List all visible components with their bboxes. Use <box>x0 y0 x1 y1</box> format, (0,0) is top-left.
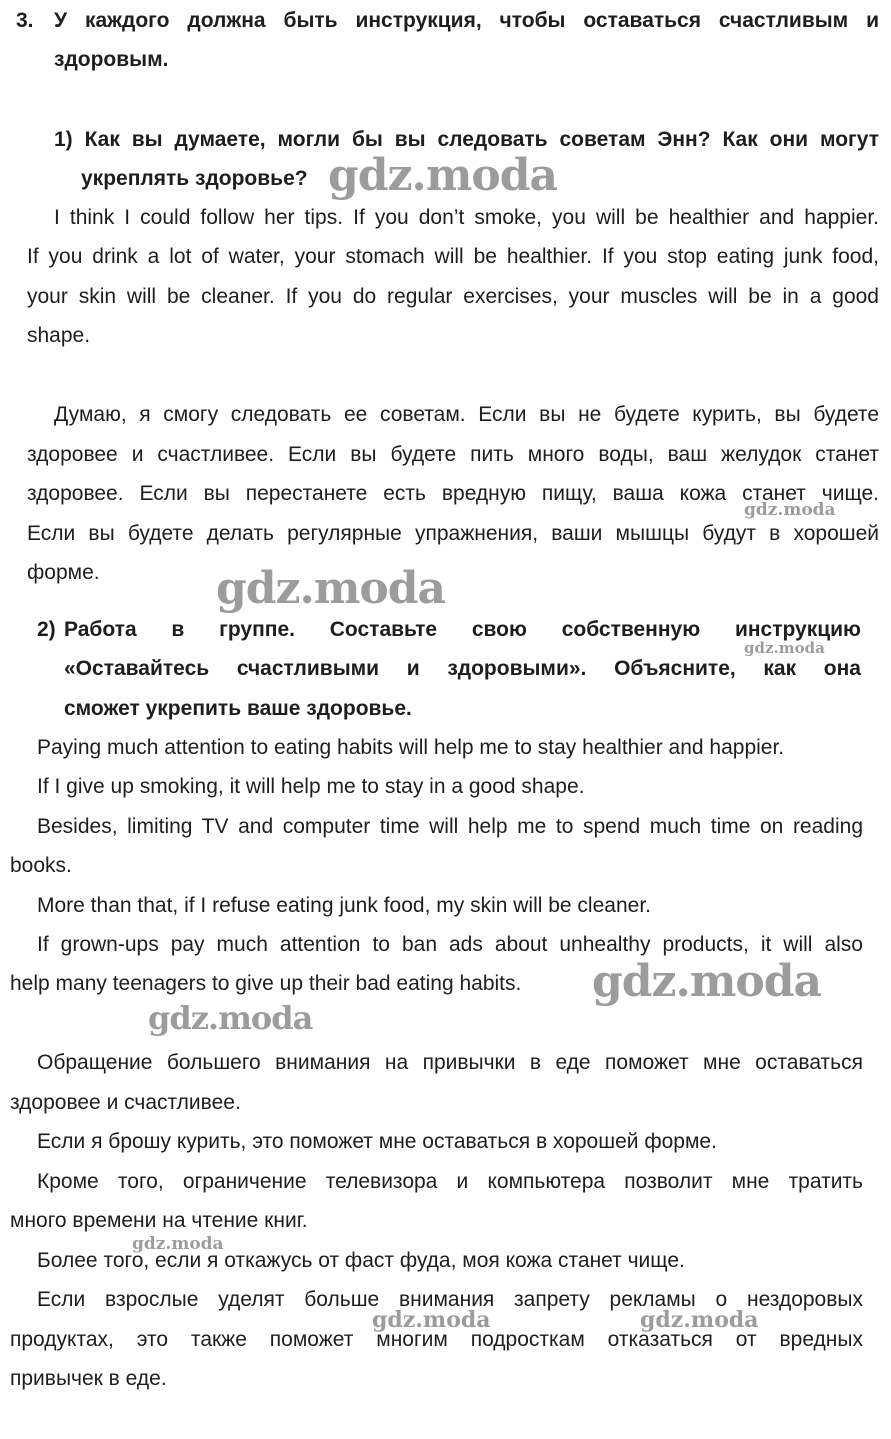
task1-russian-line-5: форме. <box>27 561 100 584</box>
task1-english-line-3: your skin will be cleaner. If you do regular exercises, your muscles will be in a good <box>27 285 879 308</box>
exercise-number: 3. <box>16 9 34 32</box>
task2-english-line-5: More than that, if I refuse eating junk food, my skin will be cleaner. <box>37 894 651 917</box>
watermark: gdz.moda <box>744 639 825 657</box>
task2-russian-line-8: продуктах, это также поможет многим подросткам отказаться от вредных <box>10 1328 863 1351</box>
task1-russian-line-2: здоровее и счастливее. Если вы будете пить много воды, ваш желудок станет <box>27 443 879 466</box>
task2-english-line-6: If grown-ups pay much attention to ban ads about unhealthy products, it will also <box>37 933 863 956</box>
exercise-title-line-1: У каждого должна быть инструкция, чтобы оставаться счастливым и <box>54 9 879 32</box>
task1-question-line-2: укреплять здоровье? <box>81 167 308 190</box>
task2-russian-line-7: Если взрослые уделят больше внимания запрету рекламы о нездоровых <box>37 1288 863 1311</box>
exercise-title-line-2: здоровым. <box>54 48 169 71</box>
watermark: gdz.moda <box>640 1307 759 1333</box>
task1-russian-line-3: здоровее. Если вы перестанете есть вредную пищу, ваша кожа станет чище. <box>27 482 879 505</box>
task2-number: 2) <box>37 618 56 641</box>
task1-english-line-1: I think I could follow her tips. If you don’t smoke, you will be healthier and happier. <box>54 206 879 229</box>
task2-question-line-2: «Оставайтесь счастливыми и здоровыми». Объясните, как она <box>64 657 861 680</box>
task1-russian-line-4: Если вы будете делать регулярные упражнения, ваши мышцы будут в хорошей <box>27 522 879 545</box>
task1-english-line-2: If you drink a lot of water, your stomach will be healthier. If you stop eating junk food, <box>27 245 879 268</box>
task1-russian-line-1: Думаю, я смогу следовать ее советам. Если вы не будете курить, вы будете <box>54 403 879 426</box>
task2-russian-line-1: Обращение большего внимания на привычки в еде поможет мне оставаться <box>37 1051 863 1074</box>
task1-question-line-1: 1) Как вы думаете, могли бы вы следовать советам Энн? Как они могут <box>54 128 879 151</box>
watermark: gdz.moda <box>592 956 822 1007</box>
watermark: gdz.moda <box>328 150 558 201</box>
watermark: gdz.moda <box>372 1307 491 1333</box>
task2-russian-line-3: Если я брошу курить, это поможет мне оставаться в хорошей форме. <box>37 1130 717 1153</box>
task2-english-line-3: Besides, limiting TV and computer time will help me to spend much time on reading <box>37 815 863 838</box>
task2-english-line-1: Paying much attention to eating habits will help me to stay healthier and happier. <box>37 736 785 759</box>
task2-russian-line-2: здоровее и счастливее. <box>10 1091 241 1114</box>
watermark: gdz.moda <box>132 1234 224 1254</box>
task2-russian-line-5: много времени на чтение книг. <box>10 1209 308 1232</box>
watermark: gdz.moda <box>216 563 446 614</box>
task2-question-line-1: Работа в группе. Составьте свою собственную инструкцию <box>64 618 861 641</box>
task2-russian-line-9: привычек в еде. <box>10 1367 167 1390</box>
task2-english-line-7: help many teenagers to give up their bad eating habits. <box>10 972 522 995</box>
watermark: gdz.moda <box>744 500 836 520</box>
task2-russian-line-4: Кроме того, ограничение телевизора и компьютера позволит мне тратить <box>37 1170 863 1193</box>
watermark: gdz.moda <box>148 999 313 1037</box>
task2-english-line-4: books. <box>10 854 72 877</box>
task2-english-line-2: If I give up smoking, it will help me to stay in a good shape. <box>37 775 585 798</box>
task2-russian-line-6: Более того, если я откажусь от фаст фуда, моя кожа станет чище. <box>37 1249 685 1272</box>
task1-english-line-4: shape. <box>27 324 91 347</box>
task2-question-line-3: сможет укрепить ваше здоровье. <box>64 697 412 720</box>
